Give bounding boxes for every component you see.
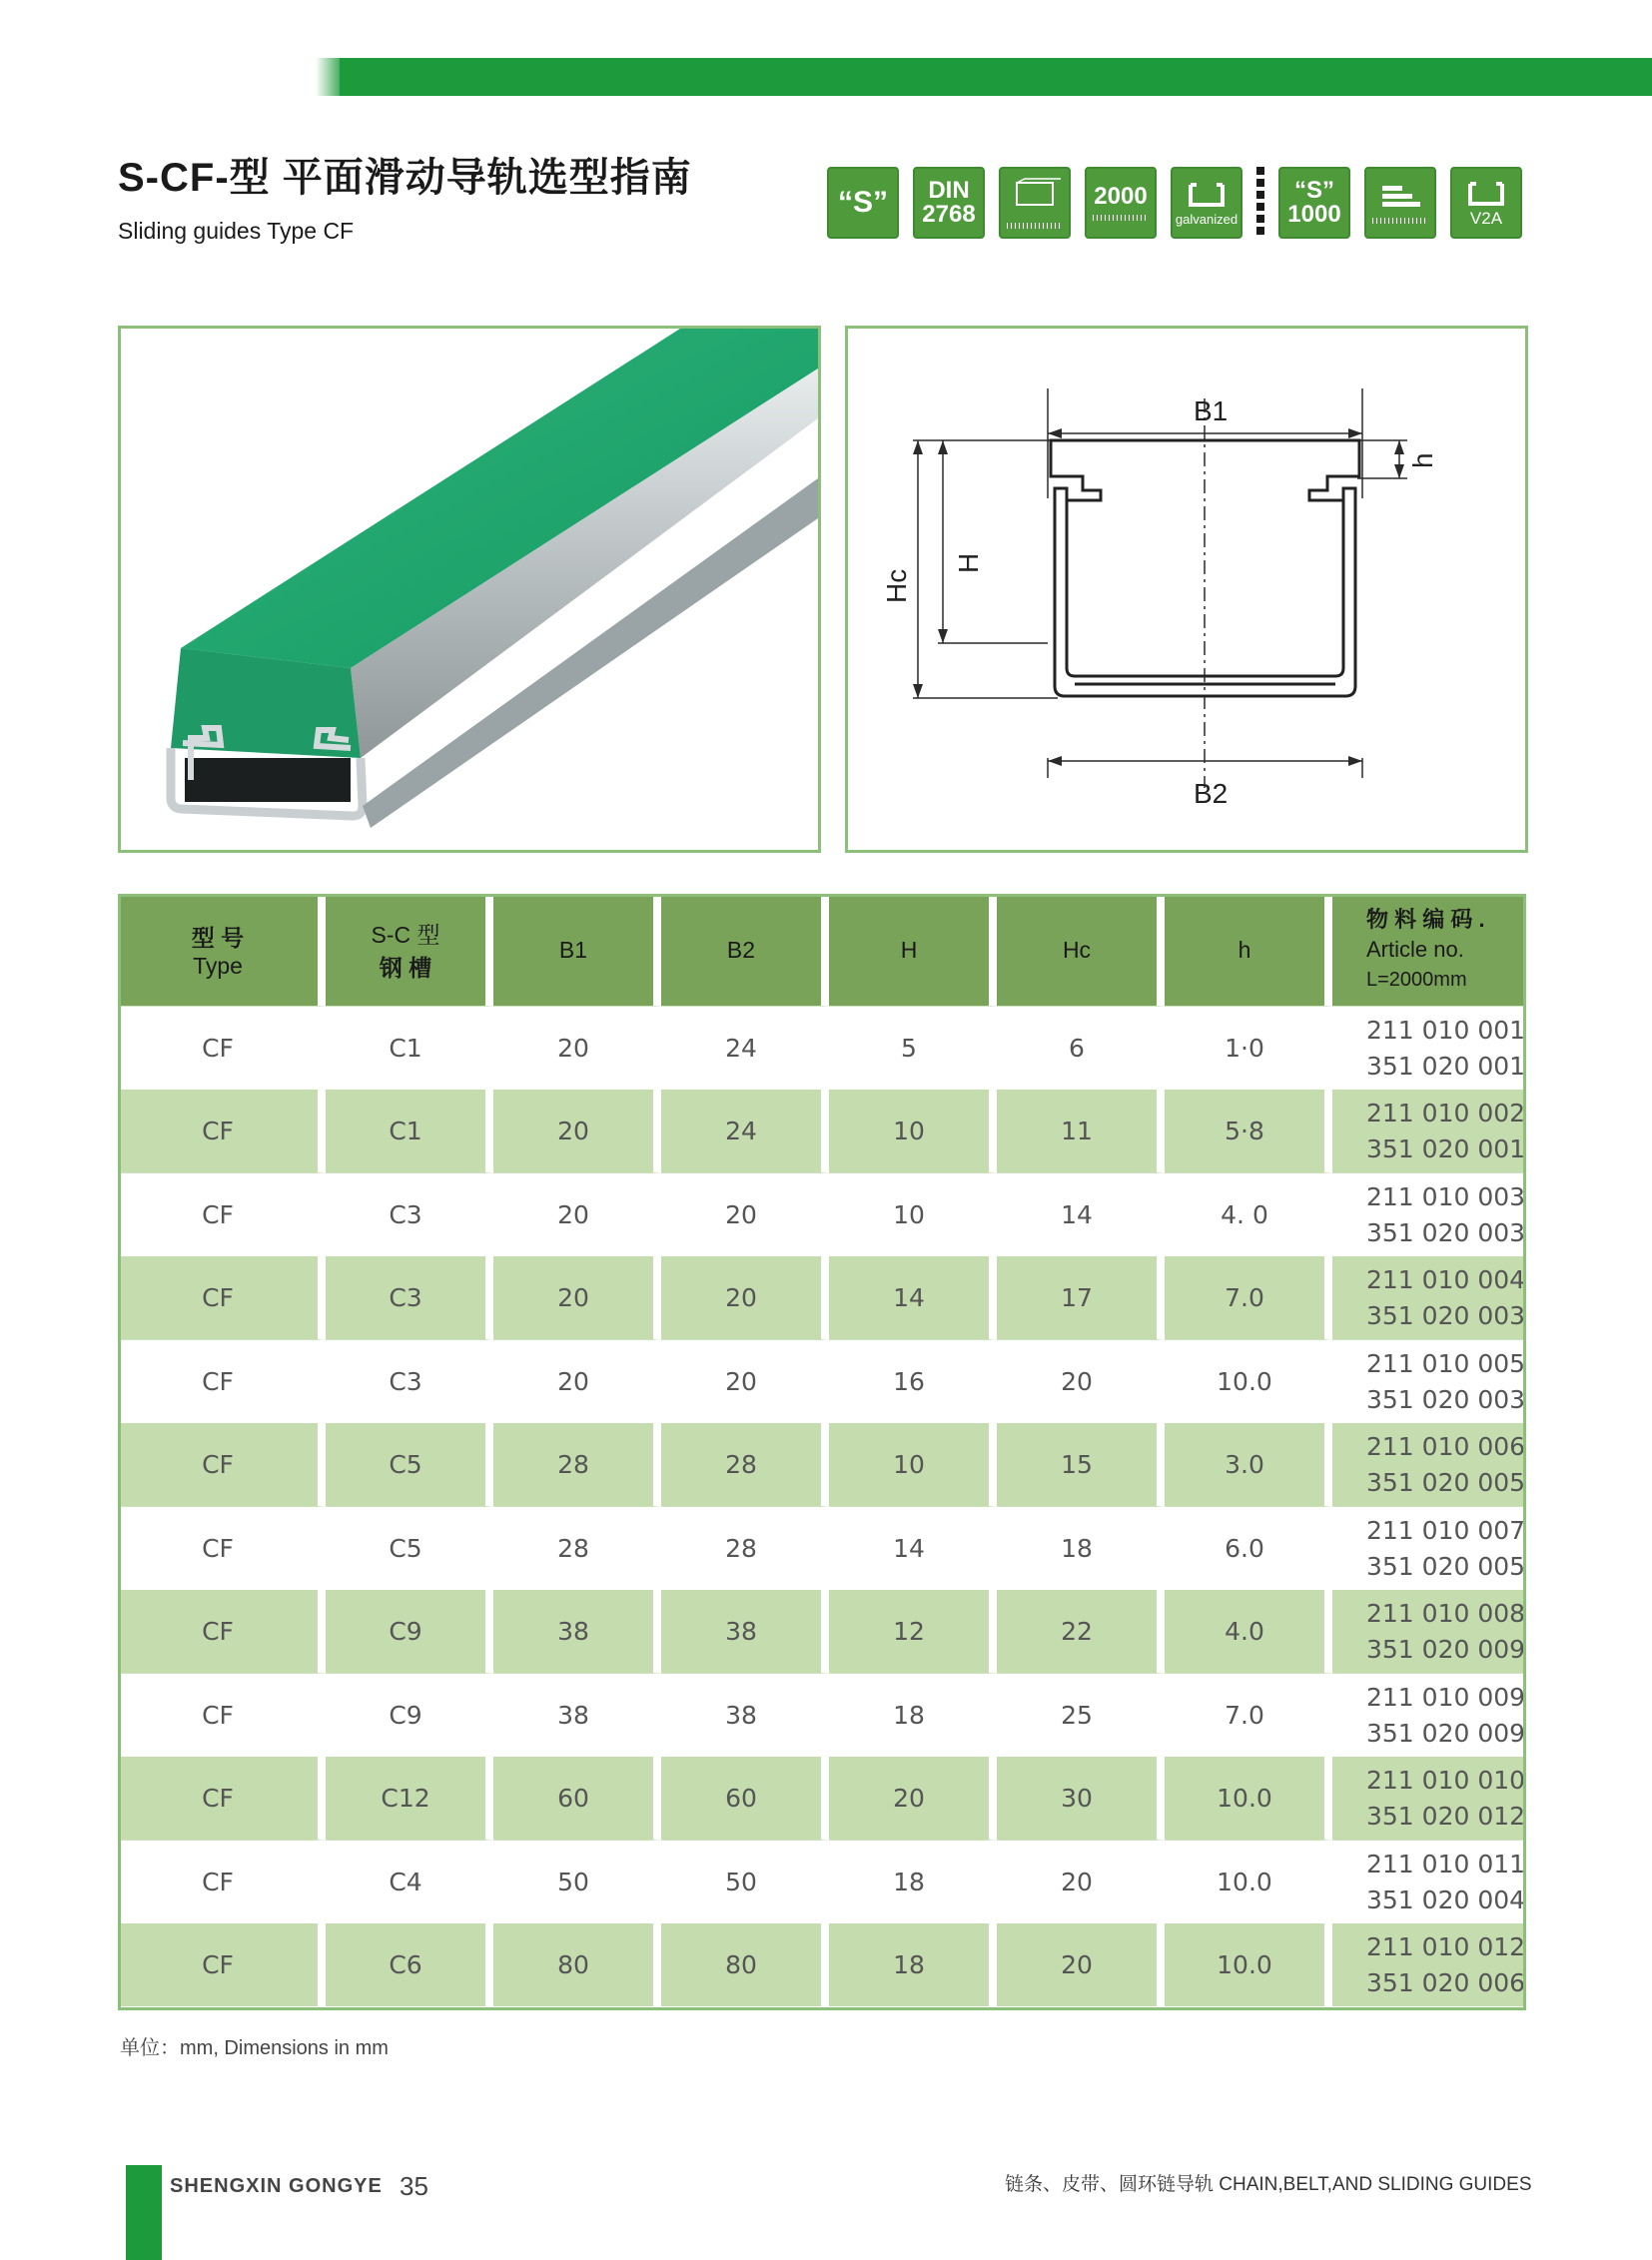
cell-type: CF	[118, 1757, 326, 1840]
footer-bar	[126, 2165, 162, 2260]
cell-sc: C1	[326, 1090, 493, 1172]
article-no-2: 351 020 005	[1366, 1551, 1526, 1581]
article-no-1: 211 010 002	[1366, 1098, 1526, 1128]
footer-brand: SHENGXIN GONGYE	[170, 2175, 383, 2197]
cell-b1: 60	[493, 1757, 661, 1840]
cell-article	[1332, 1423, 1526, 1506]
article-no-1: 211 010 008	[1366, 1598, 1526, 1628]
article-no-2: 351 020 009	[1366, 1718, 1526, 1748]
header-sc: S-C 型 钢 槽	[326, 894, 493, 1006]
cell-h-upper: 14	[829, 1256, 997, 1339]
cell-b1: 20	[493, 1339, 661, 1423]
article-no-1: 211 010 005	[1366, 1348, 1526, 1378]
table-row	[118, 1673, 1526, 1757]
article-no-1: 211 010 006	[1366, 1431, 1526, 1461]
cell-h-lower: 10.0	[1165, 1757, 1332, 1840]
cell-hc: 30	[997, 1757, 1165, 1840]
article-no-1: 211 010 007	[1366, 1515, 1526, 1545]
cell-type: CF	[118, 1673, 326, 1757]
header-hc: Hc	[997, 894, 1165, 1006]
cell-b1: 20	[493, 1172, 661, 1256]
cell-type: CF	[118, 1506, 326, 1590]
article-no-1: 211 010 004	[1366, 1264, 1526, 1294]
table-row	[118, 1757, 1526, 1840]
cell-sc: C9	[326, 1590, 493, 1673]
cell-type: CF	[118, 1840, 326, 1923]
article-no-2: 351 020 006	[1366, 1967, 1526, 1997]
cell-b2: 80	[661, 1923, 829, 2006]
article-no-2: 351 020 003	[1366, 1217, 1526, 1247]
cell-b2: 28	[661, 1423, 829, 1506]
cell-type: CF	[118, 1339, 326, 1423]
cell-type: CF	[118, 1172, 326, 1256]
cell-sc: C1	[326, 1006, 493, 1090]
cell-sc: C3	[326, 1172, 493, 1256]
cell-b2: 20	[661, 1339, 829, 1423]
cell-h-upper: 10	[829, 1090, 997, 1172]
cell-type: CF	[118, 1256, 326, 1339]
cell-type: CF	[118, 1923, 326, 2006]
cell-hc: 17	[997, 1256, 1165, 1339]
cell-b2: 28	[661, 1506, 829, 1590]
article-no-2: 351 020 009	[1366, 1634, 1526, 1664]
table-header-row	[118, 894, 1526, 1006]
cell-hc: 20	[997, 1339, 1165, 1423]
cell-b1: 50	[493, 1840, 661, 1923]
cell-b2: 24	[661, 1006, 829, 1090]
profile-ruler-icon	[999, 167, 1071, 239]
cell-sc: C6	[326, 1923, 493, 2006]
cell-hc: 25	[997, 1673, 1165, 1757]
cell-b2: 38	[661, 1673, 829, 1757]
header-type: 型 号 Type	[118, 894, 326, 1006]
table-row	[118, 1090, 1526, 1172]
cell-hc: 18	[997, 1506, 1165, 1590]
cell-article	[1332, 1006, 1526, 1090]
article-no-2: 351 020 012	[1366, 1801, 1526, 1831]
header-bar	[340, 58, 1652, 96]
dim-hc-label: Hc	[881, 568, 912, 603]
table-row	[118, 1506, 1526, 1590]
cell-b1: 28	[493, 1506, 661, 1590]
feature-badges	[827, 167, 1536, 239]
cell-article	[1332, 1757, 1526, 1840]
cell-h-lower: 3.0	[1165, 1423, 1332, 1506]
article-no-1: 211 010 012	[1366, 1931, 1526, 1961]
cell-b2: 20	[661, 1172, 829, 1256]
cell-h-upper: 20	[829, 1757, 997, 1840]
header-article: 物 料 编 码 . Article no. L=2000mm	[1332, 894, 1526, 1006]
cell-b1: 38	[493, 1673, 661, 1757]
cell-h-lower: 10.0	[1165, 1339, 1332, 1423]
article-no-2: 351 020 001	[1366, 1051, 1526, 1081]
table-row	[118, 1339, 1526, 1423]
table-row	[118, 1923, 1526, 2006]
dim-b1-label: B1	[1194, 395, 1229, 426]
cell-h-lower: 1·0	[1165, 1006, 1332, 1090]
header-h-lower: h	[1165, 894, 1332, 1006]
unit-note: 单位：mm, Dimensions in mm	[120, 2037, 389, 2059]
cell-b2: 50	[661, 1840, 829, 1923]
cell-h-lower: 5·8	[1165, 1090, 1332, 1172]
cell-b1: 20	[493, 1006, 661, 1090]
table-row	[118, 1590, 1526, 1673]
cell-article	[1332, 1172, 1526, 1256]
page-title: S-CF-型 平面滑动导轨选型指南	[118, 156, 692, 200]
stacked-ruler-icon	[1364, 167, 1436, 239]
cell-h-upper: 18	[829, 1673, 997, 1757]
sliding-guide-illustration	[121, 329, 818, 850]
dim-h-upper-label: H	[953, 552, 984, 573]
cell-h-lower: 7.0	[1165, 1256, 1332, 1339]
dim-b2-label: B2	[1194, 778, 1229, 809]
cell-type: CF	[118, 1090, 326, 1172]
cell-sc: C5	[326, 1506, 493, 1590]
cell-article	[1332, 1923, 1526, 2006]
cell-hc: 20	[997, 1840, 1165, 1923]
cell-b1: 38	[493, 1590, 661, 1673]
cell-h-lower: 7.0	[1165, 1673, 1332, 1757]
article-no-2: 351 020 003	[1366, 1384, 1526, 1414]
cell-article	[1332, 1673, 1526, 1757]
table-row	[118, 1423, 1526, 1506]
cell-sc: C3	[326, 1256, 493, 1339]
cell-sc: C3	[326, 1339, 493, 1423]
profile-drawing	[845, 326, 1528, 853]
article-no-1: 211 010 003	[1366, 1181, 1526, 1211]
cell-b2: 38	[661, 1590, 829, 1673]
specification-table	[118, 894, 1526, 2006]
cell-article	[1332, 1339, 1526, 1423]
header-b1: B1	[493, 894, 661, 1006]
cell-sc: C5	[326, 1423, 493, 1506]
cell-b2: 24	[661, 1090, 829, 1172]
cell-h-lower: 10.0	[1165, 1923, 1332, 2006]
table-row	[118, 1006, 1526, 1090]
page-number: 35	[400, 2171, 428, 2201]
cell-article	[1332, 1506, 1526, 1590]
cell-h-upper: 14	[829, 1506, 997, 1590]
cell-hc: 20	[997, 1923, 1165, 2006]
article-no-1: 211 010 009	[1366, 1682, 1526, 1712]
cell-b1: 20	[493, 1090, 661, 1172]
cell-b2: 20	[661, 1256, 829, 1339]
cell-article	[1332, 1590, 1526, 1673]
cell-article	[1332, 1256, 1526, 1339]
cell-hc: 6	[997, 1006, 1165, 1090]
cell-type: CF	[118, 1590, 326, 1673]
page-subtitle: Sliding guides Type CF	[118, 218, 355, 244]
article-no-2: 351 020 004	[1366, 1884, 1526, 1914]
cell-h-upper: 18	[829, 1840, 997, 1923]
article-no-2: 351 020 001	[1366, 1133, 1526, 1163]
cell-hc: 15	[997, 1423, 1165, 1506]
cell-sc: C9	[326, 1673, 493, 1757]
badge-separator	[1256, 167, 1264, 239]
article-no-2: 351 020 005	[1366, 1467, 1526, 1497]
article-no-1: 211 010 011	[1366, 1849, 1526, 1879]
article-no-1: 211 010 001	[1366, 1015, 1526, 1045]
dim-h-lower-label: h	[1407, 452, 1438, 468]
length-2000-badge: 2000	[1085, 167, 1157, 239]
s-standard-badge: “S”	[827, 167, 899, 239]
table-row	[118, 1256, 1526, 1339]
cell-b1: 28	[493, 1423, 661, 1506]
cell-b1: 20	[493, 1256, 661, 1339]
din-2768-badge: DIN 2768	[913, 167, 985, 239]
cell-h-upper: 10	[829, 1172, 997, 1256]
header-h-upper: H	[829, 894, 997, 1006]
galvanized-channel-icon: galvanized	[1171, 167, 1242, 239]
cell-type: CF	[118, 1006, 326, 1090]
cell-b2: 60	[661, 1757, 829, 1840]
cell-h-upper: 16	[829, 1339, 997, 1423]
article-no-2: 351 020 003	[1366, 1300, 1526, 1330]
s-1000-badge: “S” 1000	[1278, 167, 1350, 239]
cell-h-lower: 6.0	[1165, 1506, 1332, 1590]
product-photo	[118, 326, 821, 853]
cell-article	[1332, 1840, 1526, 1923]
article-no-1: 211 010 010	[1366, 1765, 1526, 1795]
cell-sc: C4	[326, 1840, 493, 1923]
table-row	[118, 1840, 1526, 1923]
table-row	[118, 1172, 1526, 1256]
cell-hc: 11	[997, 1090, 1165, 1172]
cell-hc: 14	[997, 1172, 1165, 1256]
cell-h-lower: 10.0	[1165, 1840, 1332, 1923]
v2a-channel-icon: V2A	[1450, 167, 1522, 239]
cell-article	[1332, 1090, 1526, 1172]
cell-h-upper: 10	[829, 1423, 997, 1506]
cell-b1: 80	[493, 1923, 661, 2006]
cell-h-lower: 4. 0	[1165, 1172, 1332, 1256]
cell-h-upper: 12	[829, 1590, 997, 1673]
header-b2: B2	[661, 894, 829, 1006]
footer-section: 链条、皮带、圆环链导轨 CHAIN,BELT,AND SLIDING GUIDES	[1005, 2174, 1532, 2195]
cell-type: CF	[118, 1423, 326, 1506]
cell-hc: 22	[997, 1590, 1165, 1673]
cell-h-upper: 18	[829, 1923, 997, 2006]
cell-h-upper: 5	[829, 1006, 997, 1090]
cell-sc: C12	[326, 1757, 493, 1840]
cell-h-lower: 4.0	[1165, 1590, 1332, 1673]
